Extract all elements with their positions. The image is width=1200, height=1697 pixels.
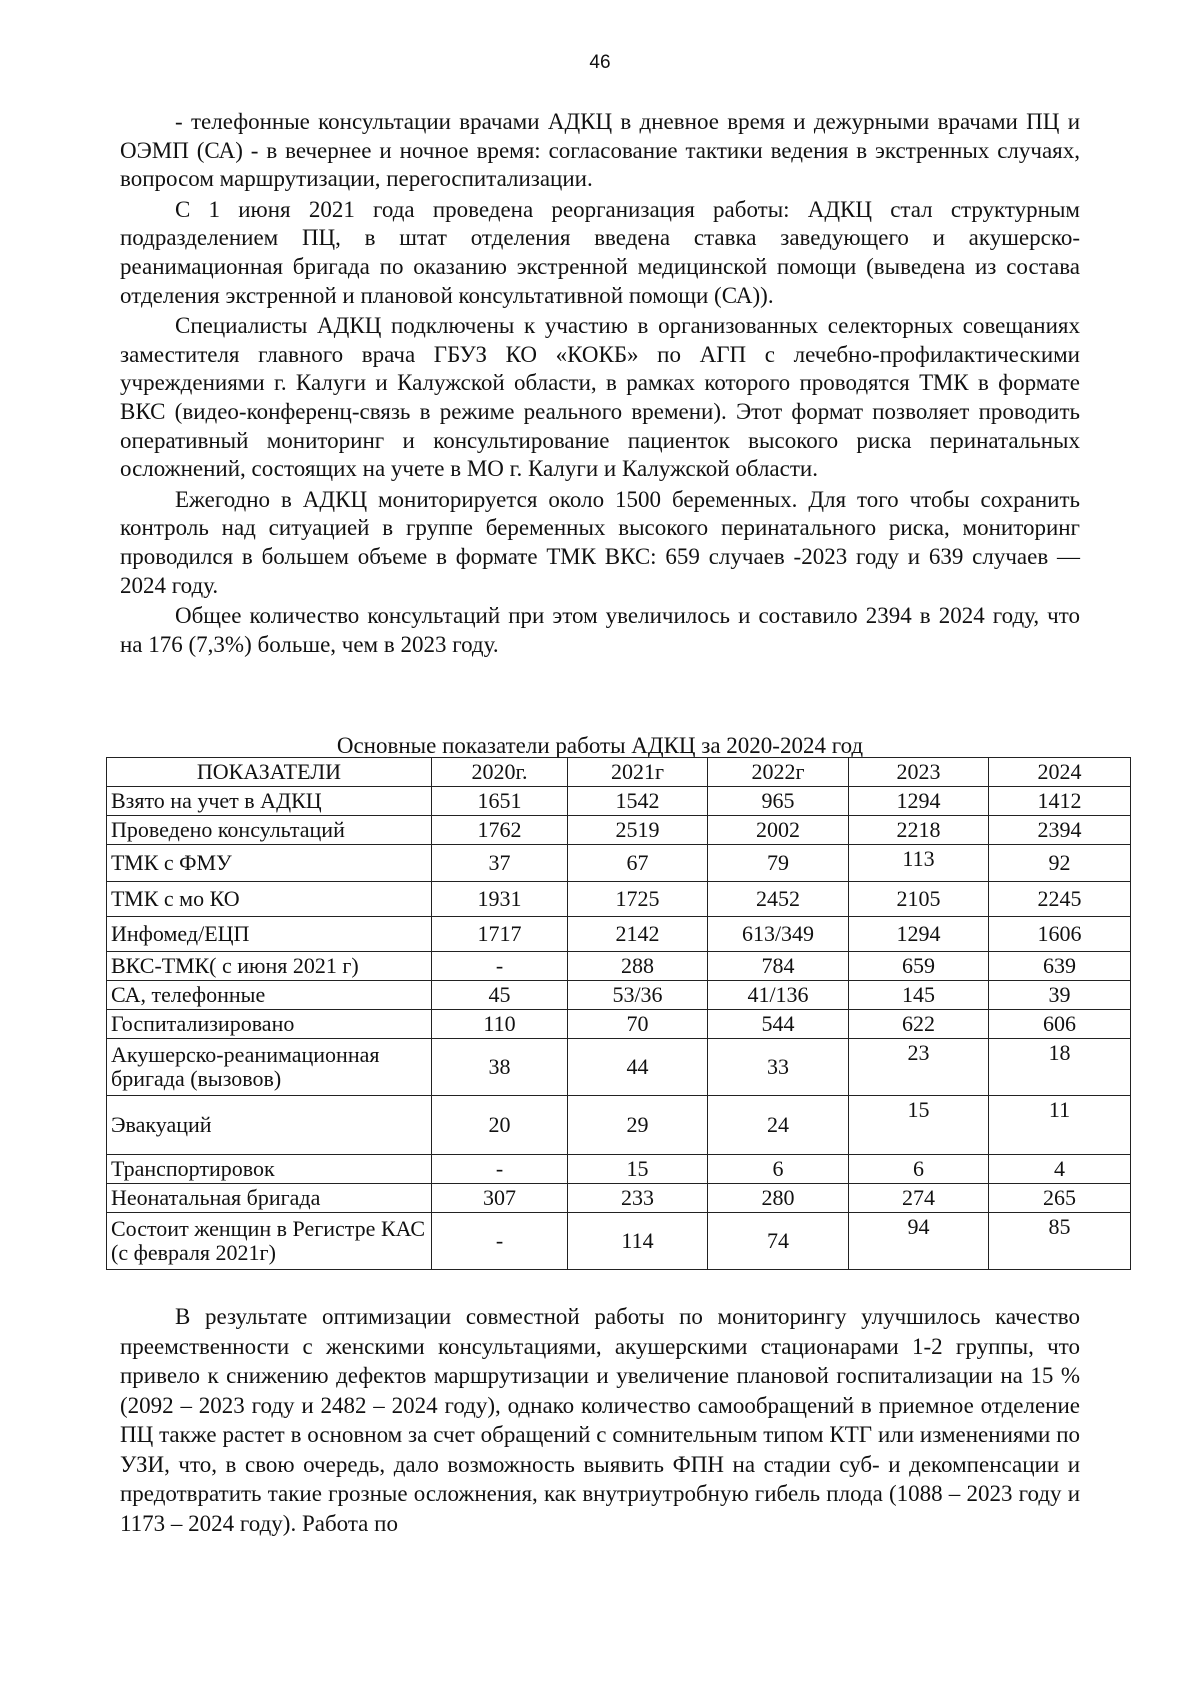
table-cell: 639 <box>989 952 1131 981</box>
row-label: Состоит женщин в Регистре КАС (с февраля 2021г) <box>107 1213 432 1270</box>
table-cell: - <box>432 1213 568 1270</box>
table-cell: 4 <box>989 1155 1131 1184</box>
table-row <box>107 845 1131 882</box>
table-cell: 1651 <box>432 787 568 816</box>
table-cell: 33 <box>708 1039 849 1096</box>
table-cell: 70 <box>568 1010 708 1039</box>
table-cell: - <box>432 952 568 981</box>
table-cell: 1412 <box>989 787 1131 816</box>
table-cell: 1542 <box>568 787 708 816</box>
header-cell: 2022г <box>708 758 849 787</box>
table-row <box>107 952 1131 981</box>
table-cell: 94 <box>849 1213 989 1270</box>
table-cell: 1725 <box>568 882 708 917</box>
table-cell: 113 <box>849 845 989 882</box>
table-cell: 280 <box>708 1184 849 1213</box>
table-cell: 1931 <box>432 882 568 917</box>
table-cell: 41/136 <box>708 981 849 1010</box>
table-row <box>107 816 1131 845</box>
table-cell: - <box>432 1155 568 1184</box>
paragraph: С 1 июня 2021 года проведена реорганизация работы: АДКЦ стал структурным подразделением ПЦ, в штат отделения введена ставка заведующего и акушерско-реанимационная бригада по оказанию экстренной медицинской помощи (выведена из состава отделения экстренной и плановой консультативной помощи (СА)). <box>120 196 1080 308</box>
table-cell: 233 <box>568 1184 708 1213</box>
table-cell: 606 <box>989 1010 1131 1039</box>
row-label: Транспортировок <box>107 1155 432 1184</box>
table-cell: 92 <box>989 845 1131 882</box>
row-label: СА, телефонные <box>107 981 432 1010</box>
table-cell: 37 <box>432 845 568 882</box>
table-row <box>107 981 1131 1010</box>
table-cell: 1762 <box>432 816 568 845</box>
table-cell: 265 <box>989 1184 1131 1213</box>
indicators-table <box>106 757 1131 1270</box>
table-cell: 24 <box>708 1096 849 1155</box>
table-cell: 2519 <box>568 816 708 845</box>
paragraph: Общее количество консультаций при этом увеличилось и составило 2394 в 2024 году, что на 176 (7,3%) больше, чем в 2023 году. <box>120 603 1080 657</box>
table-cell: 38 <box>432 1039 568 1096</box>
row-label: Взято на учет в АДКЦ <box>107 787 432 816</box>
paragraph: В результате оптимизации совместной работы по мониторингу улучшилось качество преемственности с женскими консультациями, акушерскими стационарами 1-2 группы, что привело к снижению дефектов маршрутизации и увеличение плановой госпитализации на 15 % (2092 – 2023 году и 2482 – 2024 году), однако количество самообращений в приемное отделение ПЦ также растет в основном за счет обращений с сомнительным типом КТГ или изменениями по УЗИ, что, в свою очередь, дало возможность выявить ФПН на стадии суб- и декомпенсации и предотвратить такие грозные осложнения, как внутриутробную гибель плода (1088 – 2023 году и 1173 – 2024 году). Работа по <box>120 1304 1080 1536</box>
outro-text <box>120 1302 1080 1538</box>
row-label: Эвакуаций <box>107 1096 432 1155</box>
paragraph: - телефонные консультации врачами АДКЦ в дневное время и дежурными врачами ПЦ и ОЭМП (СА) - в вечернее и ночное время: согласование тактики ведения в экстренных случаях, вопросом маршрутизации, перегоспитализации. <box>120 109 1080 192</box>
table-title: Основные показатели работы АДКЦ за 2020-2024 год <box>336 733 864 758</box>
table-header-row <box>107 758 1131 787</box>
table-cell: 45 <box>432 981 568 1010</box>
table-cell: 544 <box>708 1010 849 1039</box>
table-cell: 613/349 <box>708 917 849 952</box>
table-cell: 307 <box>432 1184 568 1213</box>
intro-text <box>120 108 1080 659</box>
table-cell: 2452 <box>708 882 849 917</box>
table-cell: 67 <box>568 845 708 882</box>
table-cell: 110 <box>432 1010 568 1039</box>
table-cell: 965 <box>708 787 849 816</box>
paragraph: Специалисты АДКЦ подключены к участию в организованных селекторных совещаниях заместителя главного врача ГБУЗ КО «КОКБ» по АГП с лечебно-профилактическими учреждениями г. Калуги и Калужской области, в рамках которого проводятся ТМК в формате ВКС (видео-конференц-связь в режиме реального времени). Этот формат позволяет проводить оперативный мониторинг и консультирование пациенток высокого риска перинатальных осложнений, состоящих на учете в МО г. Калуги и Калужской области. <box>120 313 1080 482</box>
table-cell: 79 <box>708 845 849 882</box>
table-cell: 2142 <box>568 917 708 952</box>
paragraph: Ежегодно в АДКЦ мониторируется около 1500 беременных. Для того чтобы сохранить контроль над ситуацией в группе беременных высокого перинатального риска, мониторинг проводился в большем объеме в формате ТМК ВКС: 659 случаев -2023 году и 639 случаев — 2024 году. <box>120 486 1080 598</box>
table-cell: 18 <box>989 1039 1131 1096</box>
table-cell: 15 <box>568 1155 708 1184</box>
table-cell: 2394 <box>989 816 1131 845</box>
table-cell: 6 <box>708 1155 849 1184</box>
table-row <box>107 1155 1131 1184</box>
header-cell: 2020г. <box>432 758 568 787</box>
table-row <box>107 917 1131 952</box>
table-row <box>107 1213 1131 1270</box>
table-cell: 53/36 <box>568 981 708 1010</box>
table-cell: 2245 <box>989 882 1131 917</box>
table-cell: 29 <box>568 1096 708 1155</box>
header-cell: ПОКАЗАТЕЛИ <box>107 758 432 787</box>
table-cell: 1717 <box>432 917 568 952</box>
table-cell: 114 <box>568 1213 708 1270</box>
table-row <box>107 1039 1131 1096</box>
table-row <box>107 882 1131 917</box>
table-cell: 274 <box>849 1184 989 1213</box>
row-label: Проведено консультаций <box>107 816 432 845</box>
header-cell: 2021г <box>568 758 708 787</box>
row-label: ТМК с ФМУ <box>107 845 432 882</box>
table-cell: 659 <box>849 952 989 981</box>
table-cell: 15 <box>849 1096 989 1155</box>
table-cell: 622 <box>849 1010 989 1039</box>
table-row <box>107 787 1131 816</box>
table-cell: 11 <box>989 1096 1131 1155</box>
table-cell: 1294 <box>849 787 989 816</box>
table-cell: 784 <box>708 952 849 981</box>
row-label: ВКС-ТМК( с июня 2021 г) <box>107 952 432 981</box>
table-cell: 39 <box>989 981 1131 1010</box>
header-cell: 2024 <box>989 758 1131 787</box>
table-cell: 145 <box>849 981 989 1010</box>
row-label: Инфомед/ЕЦП <box>107 917 432 952</box>
table-cell: 74 <box>708 1213 849 1270</box>
table-cell: 1294 <box>849 917 989 952</box>
table-cell: 2002 <box>708 816 849 845</box>
table-row <box>107 1010 1131 1039</box>
row-label: Акушерско-реанимационная бригада (вызовов) <box>107 1039 432 1096</box>
table-cell: 288 <box>568 952 708 981</box>
page-number: 46 <box>589 52 611 73</box>
table-cell: 2105 <box>849 882 989 917</box>
row-label: ТМК с мо КО <box>107 882 432 917</box>
table-row <box>107 1096 1131 1155</box>
table-cell: 2218 <box>849 816 989 845</box>
row-label: Неонатальная бригада <box>107 1184 432 1213</box>
row-label: Госпитализировано <box>107 1010 432 1039</box>
table-cell: 85 <box>989 1213 1131 1270</box>
table-row <box>107 1184 1131 1213</box>
table-cell: 20 <box>432 1096 568 1155</box>
table-cell: 44 <box>568 1039 708 1096</box>
table-cell: 1606 <box>989 917 1131 952</box>
header-cell: 2023 <box>849 758 989 787</box>
table-cell: 6 <box>849 1155 989 1184</box>
table-cell: 23 <box>849 1039 989 1096</box>
